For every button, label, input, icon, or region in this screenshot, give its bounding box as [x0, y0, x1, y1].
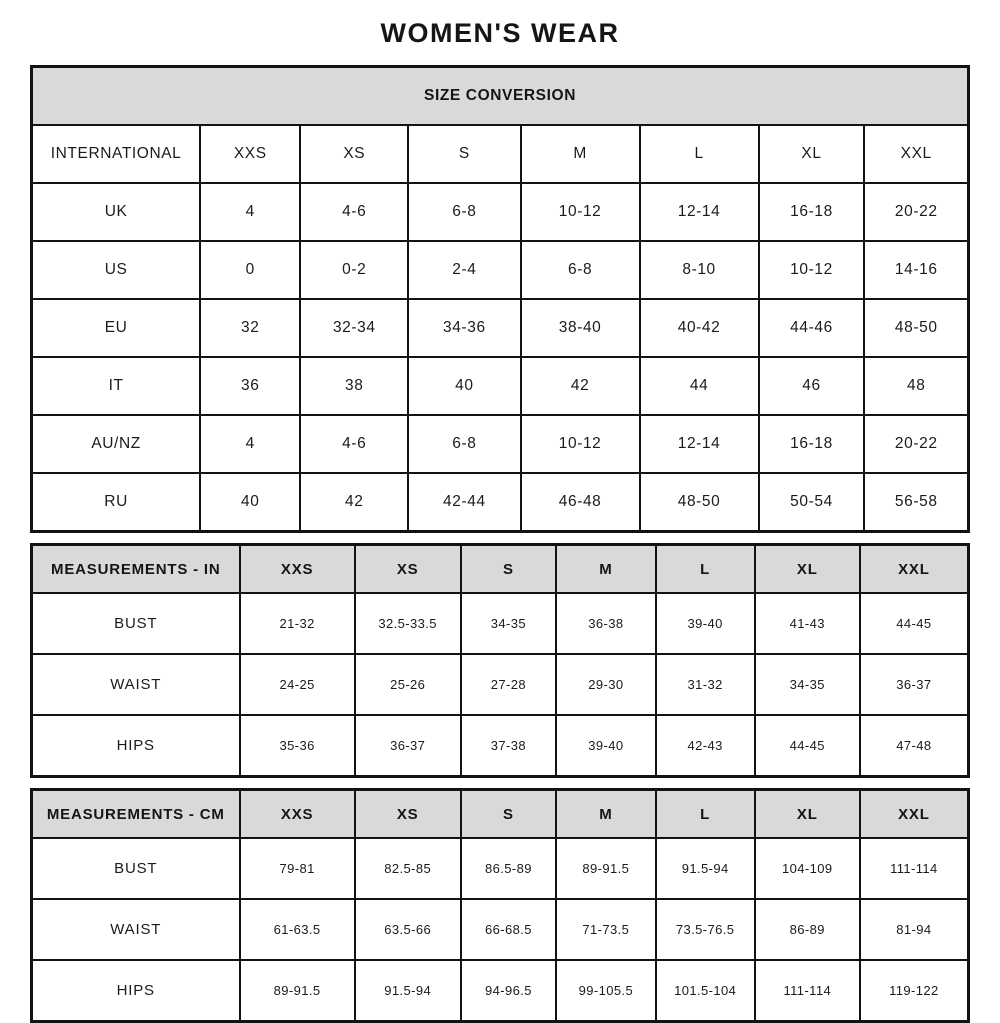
size-value-cell: 4: [200, 415, 300, 473]
region-label-us: US: [32, 241, 201, 299]
size-value-cell: 48-50: [640, 473, 759, 532]
size-conversion-table: [30, 65, 970, 533]
measurement-label-hips: HIPS: [32, 715, 240, 777]
table-row-hips-cm: [32, 960, 969, 1022]
size-value-cell: 56-58: [864, 473, 968, 532]
size-header-xxs: XXS: [240, 790, 355, 839]
measurement-label-bust: BUST: [32, 593, 240, 654]
size-value-cell: 32-34: [300, 299, 408, 357]
size-value-cell: 16-18: [759, 415, 865, 473]
size-header-s: S: [461, 790, 557, 839]
measurement-value-cell: 47-48: [860, 715, 969, 777]
size-value-cell: 4-6: [300, 415, 408, 473]
measurement-value-cell: 25-26: [355, 654, 461, 715]
measurement-value-cell: 101.5-104: [656, 960, 755, 1022]
measurement-value-cell: 39-40: [556, 715, 655, 777]
measurement-label-waist: WAIST: [32, 654, 240, 715]
measurement-value-cell: 73.5-76.5: [656, 899, 755, 960]
measurement-label-bust: BUST: [32, 838, 240, 899]
measurement-value-cell: 31-32: [656, 654, 755, 715]
measurement-value-cell: 89-91.5: [240, 960, 355, 1022]
size-value-cell: 6-8: [521, 241, 640, 299]
measurement-value-cell: 66-68.5: [461, 899, 557, 960]
size-value-cell: 32: [200, 299, 300, 357]
size-value-cell: 6-8: [408, 183, 520, 241]
measurement-value-cell: 27-28: [461, 654, 557, 715]
size-header-m: M: [556, 545, 655, 594]
region-label-it: IT: [32, 357, 201, 415]
measurement-value-cell: 111-114: [860, 838, 969, 899]
measurement-value-cell: 44-45: [755, 715, 860, 777]
size-value-cell: 36: [200, 357, 300, 415]
size-value-cell: 42: [521, 357, 640, 415]
measurement-value-cell: 82.5-85: [355, 838, 461, 899]
size-conversion-title-row: [32, 67, 969, 126]
size-value-cell: 6-8: [408, 415, 520, 473]
size-value-cell: 12-14: [640, 415, 759, 473]
page-title: WOMEN'S WEAR: [380, 18, 620, 48]
size-value-cell: 48-50: [864, 299, 968, 357]
size-conversion-title: SIZE CONVERSION: [32, 67, 969, 126]
region-label-aunz: AU/NZ: [32, 415, 201, 473]
measurement-value-cell: 71-73.5: [556, 899, 655, 960]
measurement-value-cell: 91.5-94: [656, 838, 755, 899]
size-value-cell: 10-12: [521, 415, 640, 473]
measurement-value-cell: 36-37: [860, 654, 969, 715]
size-value-cell: 46: [759, 357, 865, 415]
measurement-value-cell: 86.5-89: [461, 838, 557, 899]
measurement-value-cell: 21-32: [240, 593, 355, 654]
measurements-in-header-row: [32, 545, 969, 594]
size-header-xs: XS: [355, 790, 461, 839]
size-value-cell: 16-18: [759, 183, 865, 241]
size-value-cell: 38-40: [521, 299, 640, 357]
size-header-xxl: XXL: [864, 125, 968, 183]
measurement-value-cell: 41-43: [755, 593, 860, 654]
size-header-s: S: [408, 125, 520, 183]
size-value-cell: 0-2: [300, 241, 408, 299]
region-label-uk: UK: [32, 183, 201, 241]
measurement-value-cell: 35-36: [240, 715, 355, 777]
size-value-cell: 50-54: [759, 473, 865, 532]
size-value-cell: 40: [200, 473, 300, 532]
table-row-aunz: [32, 415, 969, 473]
measurement-value-cell: 61-63.5: [240, 899, 355, 960]
measurement-value-cell: 29-30: [556, 654, 655, 715]
measurement-value-cell: 39-40: [656, 593, 755, 654]
size-header-xxs: XXS: [200, 125, 300, 183]
measurement-label-waist: WAIST: [32, 899, 240, 960]
size-value-cell: 46-48: [521, 473, 640, 532]
size-conversion-header-row: [32, 125, 969, 183]
size-header-xxs: XXS: [240, 545, 355, 594]
table-row-bust-in: [32, 593, 969, 654]
measurement-value-cell: 86-89: [755, 899, 860, 960]
measurement-value-cell: 24-25: [240, 654, 355, 715]
size-header-xl: XL: [755, 545, 860, 594]
size-value-cell: 20-22: [864, 415, 968, 473]
table-row-waist-in: [32, 654, 969, 715]
size-value-cell: 4-6: [300, 183, 408, 241]
table-row-eu: [32, 299, 969, 357]
size-value-cell: 14-16: [864, 241, 968, 299]
size-value-cell: 38: [300, 357, 408, 415]
table-row-waist-cm: [32, 899, 969, 960]
size-value-cell: 44-46: [759, 299, 865, 357]
size-value-cell: 42-44: [408, 473, 520, 532]
table-row-ru: [32, 473, 969, 532]
measurements-cm-title: MEASUREMENTS - CM: [32, 790, 240, 839]
size-value-cell: 10-12: [521, 183, 640, 241]
measurements-in-title: MEASUREMENTS - IN: [32, 545, 240, 594]
size-value-cell: 20-22: [864, 183, 968, 241]
region-label-ru: RU: [32, 473, 201, 532]
size-header-m: M: [556, 790, 655, 839]
size-value-cell: 12-14: [640, 183, 759, 241]
size-header-xl: XL: [759, 125, 865, 183]
size-header-m: M: [521, 125, 640, 183]
table-row-bust-cm: [32, 838, 969, 899]
measurement-value-cell: 34-35: [461, 593, 557, 654]
measurement-value-cell: 44-45: [860, 593, 969, 654]
region-label-eu: EU: [32, 299, 201, 357]
size-value-cell: 42: [300, 473, 408, 532]
measurement-value-cell: 36-37: [355, 715, 461, 777]
size-value-cell: 0: [200, 241, 300, 299]
table-row-hips-in: [32, 715, 969, 777]
size-value-cell: 2-4: [408, 241, 520, 299]
measurements-in-table: [30, 543, 970, 778]
measurement-value-cell: 42-43: [656, 715, 755, 777]
size-header-xxl: XXL: [860, 545, 969, 594]
measurement-value-cell: 37-38: [461, 715, 557, 777]
size-value-cell: 34-36: [408, 299, 520, 357]
measurement-label-hips: HIPS: [32, 960, 240, 1022]
size-header-s: S: [461, 545, 557, 594]
size-value-cell: 40-42: [640, 299, 759, 357]
international-header-cell: INTERNATIONAL: [32, 125, 201, 183]
measurement-value-cell: 99-105.5: [556, 960, 655, 1022]
size-value-cell: 48: [864, 357, 968, 415]
size-header-l: L: [640, 125, 759, 183]
size-value-cell: 8-10: [640, 241, 759, 299]
measurement-value-cell: 104-109: [755, 838, 860, 899]
table-row-it: [32, 357, 969, 415]
table-row-uk: [32, 183, 969, 241]
measurements-cm-table: [30, 788, 970, 1023]
table-row-us: [32, 241, 969, 299]
measurement-value-cell: 119-122: [860, 960, 969, 1022]
size-header-xs: XS: [300, 125, 408, 183]
size-header-xs: XS: [355, 545, 461, 594]
measurement-value-cell: 111-114: [755, 960, 860, 1022]
size-header-l: L: [656, 790, 755, 839]
measurement-value-cell: 36-38: [556, 593, 655, 654]
measurements-cm-header-row: [32, 790, 969, 839]
size-header-xl: XL: [755, 790, 860, 839]
size-value-cell: 10-12: [759, 241, 865, 299]
size-header-xxl: XXL: [860, 790, 969, 839]
measurement-value-cell: 94-96.5: [461, 960, 557, 1022]
measurement-value-cell: 32.5-33.5: [355, 593, 461, 654]
size-value-cell: 40: [408, 357, 520, 415]
measurement-value-cell: 89-91.5: [556, 838, 655, 899]
measurement-value-cell: 34-35: [755, 654, 860, 715]
size-header-l: L: [656, 545, 755, 594]
measurement-value-cell: 91.5-94: [355, 960, 461, 1022]
measurement-value-cell: 81-94: [860, 899, 969, 960]
size-value-cell: 4: [200, 183, 300, 241]
size-value-cell: 44: [640, 357, 759, 415]
measurement-value-cell: 63.5-66: [355, 899, 461, 960]
measurement-value-cell: 79-81: [240, 838, 355, 899]
